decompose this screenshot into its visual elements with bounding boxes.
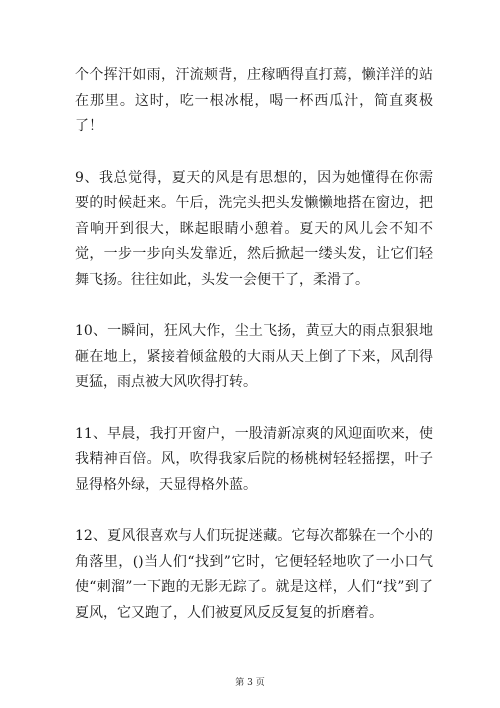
paragraph-12: 12、夏风很喜欢与人们玩捉迷藏。它每次都躲在一个小的角落里，()当人们“找到”它时，它便轻轻地吹了一小口气使“刺溜”一下跑的无影无踪了。就是这样，人们“找”到了夏风，它又跑了，人们被夏风反反复复的折磨着。 [75, 528, 433, 621]
paragraph-11: 11、早晨，我打开窗户，一股清新凉爽的风迎面吹来，使我精神百倍。风，吹得我家后院的杨桃树轻轻摇摆，叶子显得格外绿，天显得格外蓝。 [75, 425, 433, 493]
paragraph-9: 9、我总觉得，夏天的风是有思想的，因为她懂得在你需要的时候赶来。午后，洗完头把头发懒懒地搭在窗边，把音响开到很大，眯起眼睛小憩着。夏天的风儿会不知不觉，一步一步向头发靠近，然后掀起一缕头发，让它们轻舞飞扬。往往如此，头发一会便干了，柔滑了。 [75, 169, 433, 288]
paragraph-10: 10、一瞬间，狂风大作，尘土飞扬，黄豆大的雨点狠狠地砸在地上，紧接着倾盆般的大雨从天上倒了下来，风刮得更猛，雨点被大风吹得打转。 [75, 323, 433, 390]
page-number: 第 3 页 [235, 678, 265, 688]
document-body [75, 63, 433, 626]
paragraph-continuation: 个个挥汗如雨，汗流颊背，庄稼晒得直打蔫，懒洋洋的站在那里。这时，吃一根冰棍，喝一杯西瓜汁，简直爽极了！ [75, 67, 433, 134]
